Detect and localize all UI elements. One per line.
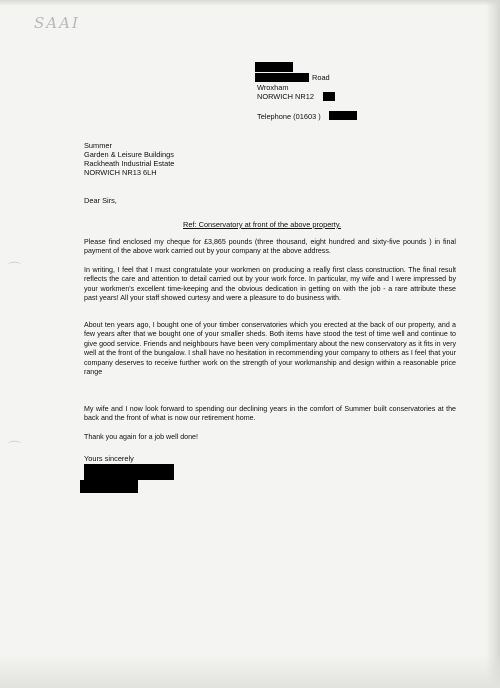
scan-top-shadow: [0, 0, 500, 6]
redaction-bar: [255, 62, 293, 72]
recipient-company: Garden & Leisure Buildings: [84, 150, 174, 159]
salutation: Dear Sirs,: [84, 196, 117, 205]
reference-line: Ref: Conservatory at front of the above property.: [183, 220, 342, 229]
body-paragraph: My wife and I now look forward to spending our declining years in the comfort of Summer built conservatories at the back and the front of what is now our retirement home.: [84, 405, 456, 423]
body-paragraph: Thank you again for a job well done!: [84, 433, 198, 441]
redaction-bar: [329, 111, 357, 120]
recipient-estate: Rackheath Industrial Estate: [84, 159, 175, 168]
redaction-bar: [323, 92, 335, 101]
recipient-postcode: NORWICH NR13 6LH: [84, 168, 157, 177]
scan-right-edge: [486, 0, 500, 688]
name-redaction: [80, 480, 138, 493]
punch-hole-mark: ⌒: [8, 261, 22, 276]
body-paragraph: About ten years ago, I bought one of your timber conservatories which you erected at the back of our property, and a few years after that we bought one of your smaller sheds. Both items have stood the test of time well and continue to give good service. Friends and neighbours have been very complimentary about the new conservatory as it fits in very well at the front of the bungalow. I shall have no hesitation in recommending your company to others as I feel that your company deserves to receive further work on the strength of your workmanship and design within a reasonable price range: [84, 321, 456, 377]
signature-redaction: [84, 464, 174, 480]
sender-city-postcode: NORWICH NR12: [257, 92, 314, 101]
pencil-annotation: SAAI: [34, 14, 80, 32]
sender-telephone: Telephone (01603 ): [257, 112, 321, 121]
scan-bottom-edge: [0, 654, 500, 688]
sender-street: Road: [312, 73, 330, 82]
body-paragraph: Please find enclosed my cheque for £3,865 pounds (three thousand, eight hundred and sixty-five pounds ) in final payment of the above work carried out by your company at the above address.: [84, 238, 456, 256]
closing: Yours sincerely: [84, 454, 134, 463]
redaction-bar: [255, 73, 309, 82]
recipient-name: Summer: [84, 141, 112, 150]
punch-hole-mark: ⌒: [8, 440, 22, 455]
sender-town: Wroxham: [257, 83, 289, 92]
body-paragraph: In writing, I feel that I must congratulate your workmen on producing a really first class construction. The final result reflects the care and attention to detail carried out by your work force. In particular, my wife and I were impressed by your workmen's excellent time-keeping and the obvious dedication in getting on with the job - a rare attribute these past years! All your staff showed curtesy and were a pleasure to do business with.: [84, 266, 456, 303]
